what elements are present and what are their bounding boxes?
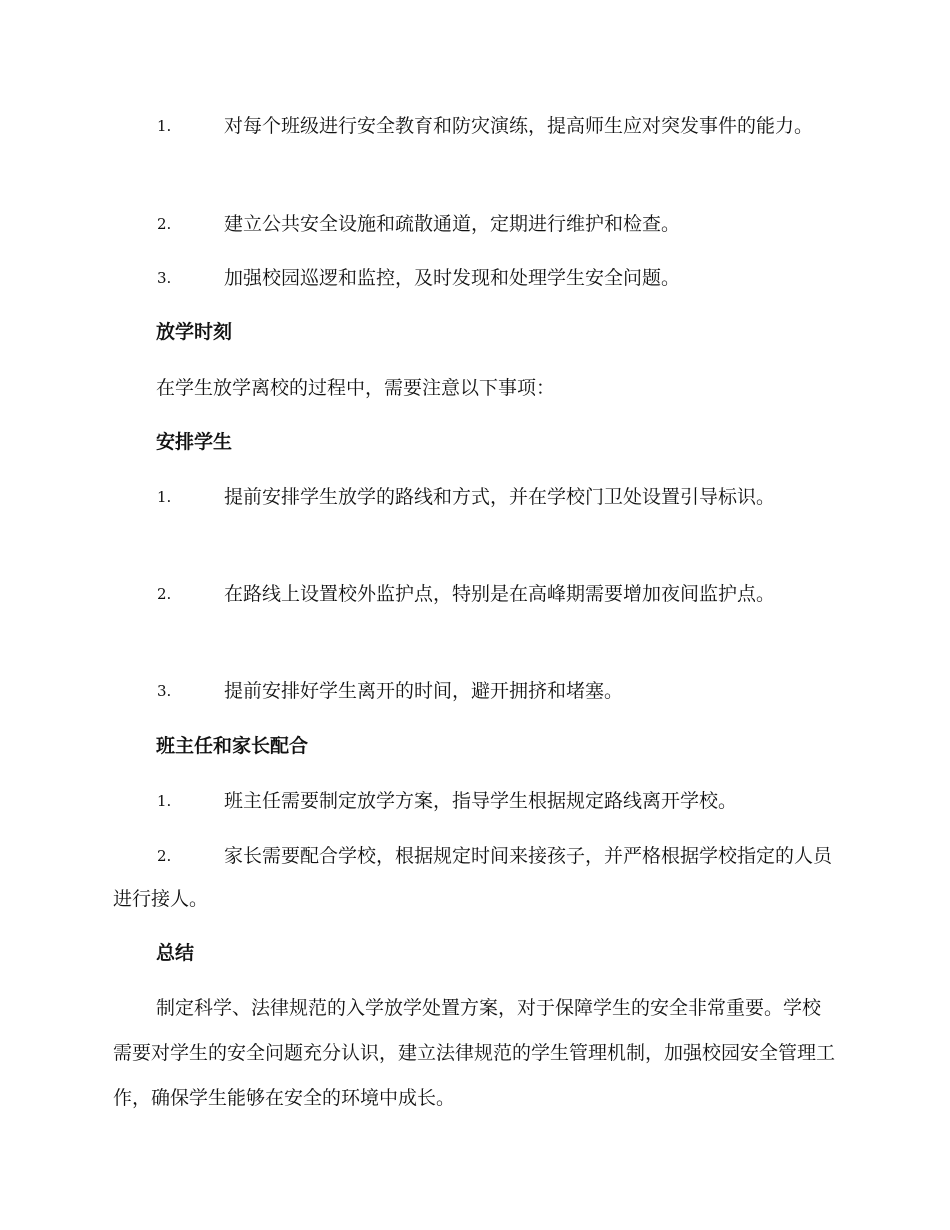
list-number: 2. [157,215,172,233]
list-number: 1. [157,488,172,506]
list-item [113,203,835,246]
list-number: 3. [157,269,172,287]
section-heading-summary: 总结 [156,942,195,964]
list-text: 对每个班级进行安全教育和防灾演练，提高师生应对突发事件的能力。 [224,115,814,137]
dismissal-intro-paragraph [113,366,835,411]
list-text: 班主任需要制定放学方案，指导学生根据规定路线离开学校。 [224,790,738,812]
list-number: 3. [157,682,172,700]
list-item [113,105,835,148]
list-item [113,573,835,616]
list-number: 2. [157,585,172,603]
list-number: 2. [157,847,172,865]
list-item [113,780,835,823]
section-heading-arrange: 安排学生 [156,431,233,453]
list-number: 1. [157,792,172,810]
list-text: 加强校园巡逻和监控，及时发现和处理学生安全问题。 [224,267,681,289]
section-heading-cooperation: 班主任和家长配合 [156,735,309,757]
list-text: 家长需要配合学校，根据规定时间来接孩子，并严格根据学校指定的人员进行接人。 [113,845,833,910]
list-number: 1. [157,117,172,135]
section-heading-dismissal: 放学时刻 [156,321,233,343]
list-item [113,835,835,921]
list-text: 建立公共安全设施和疏散通道，定期进行维护和检查。 [224,213,681,235]
paragraph-text: 在学生放学离校的过程中，需要注意以下事项： [156,377,556,399]
paragraph-text: 制定科学、法律规范的入学放学处置方案，对于保障学生的安全非常重要。学校需要对学生的安全问题充分认识，建立法律规范的学生管理机制，加强校园安全管理工作，确保学生能够在安全的环境中成长。 [113,997,836,1109]
summary-paragraph [113,986,835,1121]
list-text: 提前安排好学生离开的时间，避开拥挤和堵塞。 [224,680,624,702]
list-text: 在路线上设置校外监护点，特别是在高峰期需要增加夜间监护点。 [224,583,776,605]
list-item [113,670,835,713]
list-item [113,257,835,300]
list-item [113,476,835,519]
list-text: 提前安排学生放学的路线和方式，并在学校门卫处设置引导标识。 [224,486,776,508]
